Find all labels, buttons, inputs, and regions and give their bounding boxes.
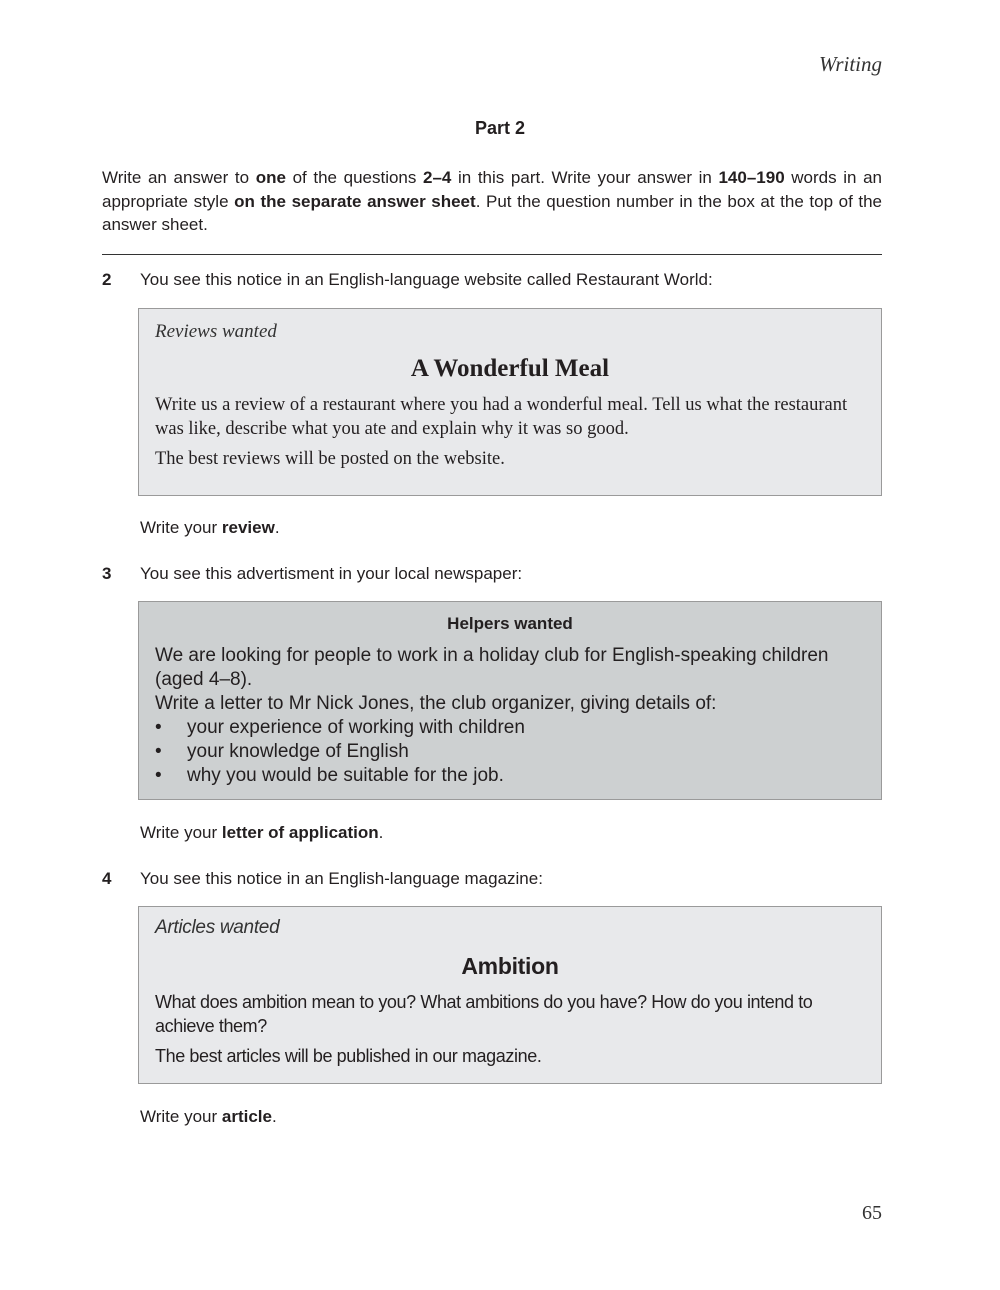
write-prefix: Write your: [140, 1107, 222, 1126]
notice-title: Ambition: [461, 953, 559, 979]
notice-footer: The best articles will be published in our magazine.: [155, 1046, 542, 1066]
notice-box-reviews: [138, 308, 882, 496]
running-head: Writing: [818, 52, 882, 76]
write-instruction: [140, 823, 383, 843]
bullet-icon: •: [155, 741, 162, 762]
list-item-text: your experience of working with children: [187, 717, 525, 738]
list-item: [155, 740, 865, 764]
notice-footer: The best reviews will be posted on the website.: [155, 449, 505, 469]
intro-text: Write an answer to: [102, 168, 256, 187]
advert-instruction: Write a letter to Mr Nick Jones, the club organizer, giving details of:: [155, 693, 717, 714]
notice-label: Articles wanted: [155, 917, 280, 938]
write-suffix: .: [378, 823, 384, 842]
notice-box-articles: [138, 906, 882, 1084]
intro-text: in this part. Write your answer in: [451, 168, 719, 187]
intro-bold: on the separate answer sheet: [234, 191, 476, 211]
advert-title: Helpers wanted: [447, 614, 573, 633]
intro-bold: 2–4: [423, 168, 452, 187]
question-number: 3: [102, 564, 112, 583]
intro-text: of the questions: [285, 168, 423, 187]
notice-body: Write us a review of a restaurant where you had a wonderful meal. Tell us what the restaurant was like, describe what you ate and explain why it was so good.: [155, 395, 848, 439]
question-prompt: You see this advertisment in your local newspaper:: [140, 564, 523, 583]
notice-label: Reviews wanted: [155, 321, 277, 342]
intro-text: words in an appropriate style: [102, 168, 882, 211]
divider: [102, 254, 882, 255]
intro-bold: 140–190: [718, 168, 785, 187]
write-suffix: .: [271, 1107, 277, 1126]
write-suffix: .: [274, 518, 280, 537]
bullet-icon: •: [155, 717, 162, 738]
advert-body: We are looking for people to work in a holiday club for English-speaking children (aged 4–8).: [155, 645, 829, 690]
write-task: article: [221, 1107, 272, 1126]
advert-box-helpers: [138, 601, 882, 800]
list-item: [155, 764, 865, 788]
question-number: 2: [102, 270, 112, 289]
bullet-icon: •: [155, 765, 162, 786]
write-task: review: [221, 518, 275, 537]
question-prompt: You see this notice in an English-language website called Restaurant World:: [140, 270, 713, 289]
list-item-text: your knowledge of English: [187, 741, 409, 762]
part-title: Part 2: [474, 118, 526, 138]
advert-bullet-list: [155, 716, 865, 788]
question-number: 4: [102, 869, 112, 888]
write-prefix: Write your: [140, 823, 222, 842]
list-item-text: why you would be suitable for the job.: [187, 765, 504, 786]
write-instruction: [140, 518, 280, 538]
instructions: [102, 166, 882, 237]
write-task: letter of application: [221, 823, 379, 842]
question-prompt: You see this notice in an English-language magazine:: [140, 869, 543, 888]
page-number: 65: [862, 1202, 882, 1224]
write-prefix: Write your: [140, 518, 222, 537]
notice-title: A Wonderful Meal: [410, 355, 610, 382]
intro-bold: one: [255, 168, 286, 187]
list-item: [155, 716, 865, 740]
intro-text: . Put the question number in the box at the top of the answer sheet.: [102, 191, 883, 234]
write-instruction: [140, 1107, 277, 1127]
notice-body: What does ambition mean to you? What ambitions do you have? How do you intend to achieve them?: [155, 992, 813, 1036]
